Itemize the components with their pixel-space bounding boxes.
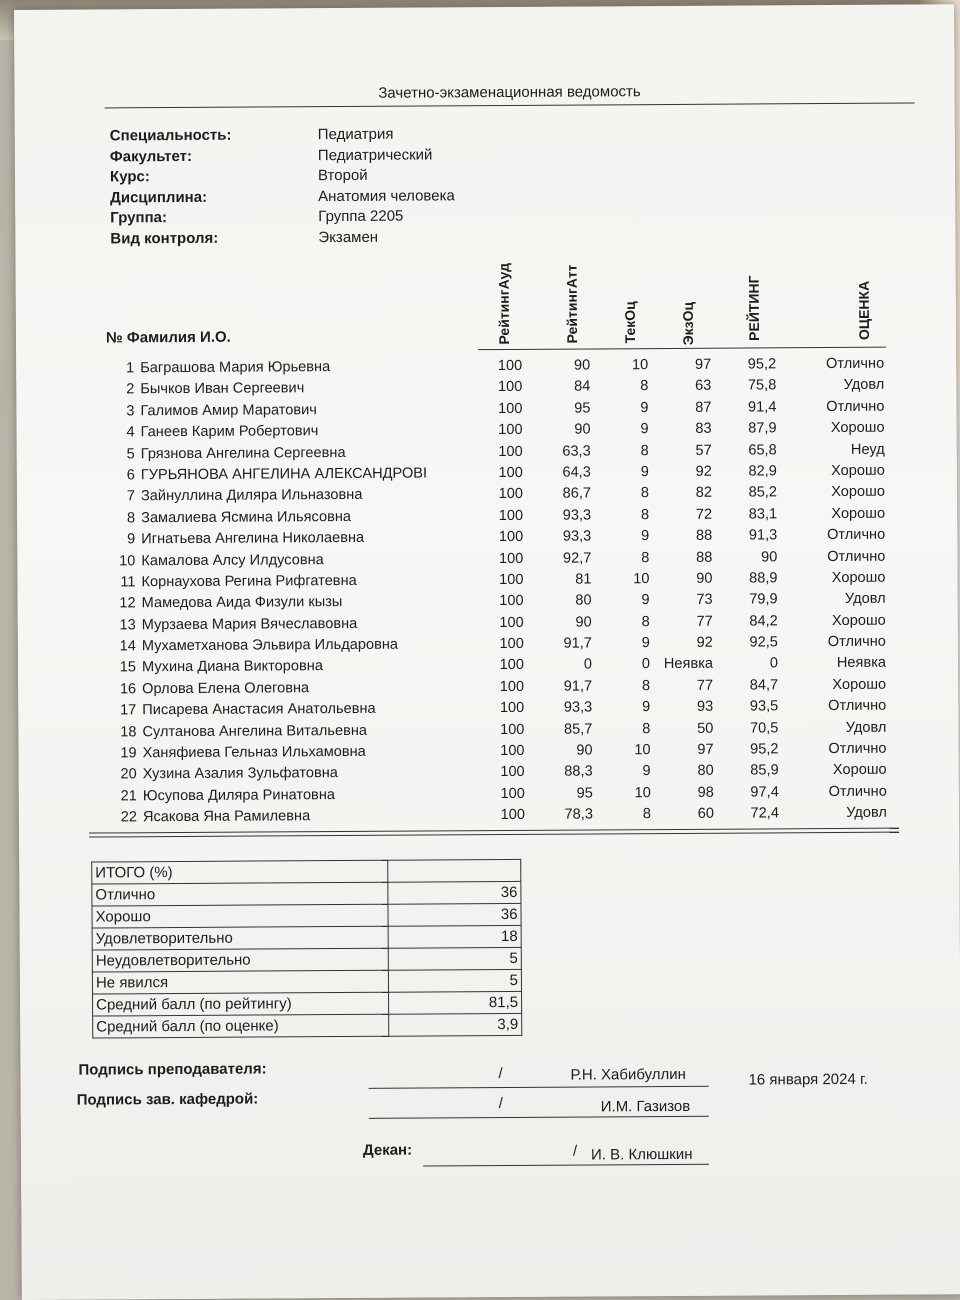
meta-label: Дисциплина: [110,188,208,207]
rating-value: 95,2 [750,741,779,758]
row-number: 1 [126,360,135,377]
rating-att-value: 90 [576,742,593,759]
row-number: 7 [126,488,136,505]
head-slash: / [498,1095,503,1113]
summary-row [92,881,521,906]
grade-value: Удовл [846,804,887,822]
rating-aud-value: 100 [498,550,524,567]
rating-att-value: 81 [575,571,592,588]
summary-value: 18 [388,925,521,948]
exam-score-value: 90 [696,570,713,587]
grades-table [106,354,899,829]
rating-value: 91,4 [747,399,777,416]
row-number: 22 [120,809,137,826]
teacher-signature-label: Подпись преподавателя: [78,1060,267,1079]
rating-aud-value: 100 [498,486,524,503]
grade-value: Хорошо [831,612,886,629]
rating-att-value: 85,7 [563,721,593,738]
rating-value: 70,5 [749,719,779,737]
summary-title-empty [388,859,521,882]
rating-aud-value: 100 [498,422,523,439]
meta-value: Педиатрический [317,146,433,164]
exam-score-value: 50 [697,720,714,737]
grade-value: Удовл [845,719,887,736]
rating-aud-value: 100 [498,529,524,546]
tek-score-value: 9 [641,592,650,609]
rating-att-value: 64,3 [562,464,591,481]
grade-value: Отлично [825,355,885,373]
rating-att-value: 80 [575,592,592,609]
meta-row [110,228,578,251]
meta-value: Педиатрия [317,125,394,144]
table-end-rule [89,828,899,838]
row-number: 11 [120,574,136,591]
student-name: Мухина Диана Викторовна [141,658,323,676]
rating-value: 84,2 [749,613,778,630]
row-number: 18 [120,723,137,741]
meta-label: Специальность: [109,126,232,145]
row-number: 14 [119,638,136,655]
column-header-rating-att: РейтингАтт [563,264,581,344]
grade-value: Отлично [828,697,887,715]
tek-score-value: 9 [641,528,650,545]
rating-att-value: 95 [576,785,593,802]
exam-score-value: 77 [696,613,713,630]
rating-aud-value: 100 [498,507,524,524]
student-name: Хузина Азалия Зульфатовна [142,765,338,783]
rating-value: 82,9 [748,463,777,480]
head-name: И.М. Газизов [600,1097,691,1116]
summary-table [91,859,522,1039]
tek-score-value: 9 [642,699,651,716]
student-name: Султанова Ангелина Витальевна [142,722,368,740]
rating-value: 65,8 [748,441,777,459]
exam-score-value: Неявка [663,656,714,673]
row-number: 10 [119,552,136,569]
meta-label: Вид контроля: [110,229,219,248]
exam-score-value: 73 [696,592,713,609]
meta-row [110,145,578,168]
exam-score-value: 88 [695,527,713,544]
row-number: 16 [119,681,137,698]
rating-att-value: 90 [573,357,591,374]
column-header-name: № Фамилия И.О. [105,328,231,347]
rating-att-value: 91,7 [563,635,592,652]
student-name: Орлова Елена Олеговна [142,680,310,698]
rating-value: 84,7 [749,677,779,694]
student-name: Ханяфиева Гельназ Ильхамовна [142,743,366,762]
summary-row [92,947,521,972]
row-number: 12 [119,595,136,612]
rating-att-value: 86,7 [562,485,592,503]
rating-aud-value: 100 [500,807,525,824]
grade-value: Отлично [828,740,887,758]
summary-value: 5 [389,947,522,970]
tek-score-value: 8 [640,485,650,502]
rating-att-value: 93,3 [562,507,592,524]
summary-value: 81,5 [389,991,522,1014]
column-header-grade: ОЦЕНКА [855,280,873,341]
meta-row [110,166,578,189]
document-title: Зачетно-экзаменационная ведомость [104,82,914,109]
grade-value: Хорошо [831,484,886,501]
summary-label: Средний балл (по оценке) [93,1014,390,1038]
row-number: 2 [126,381,135,398]
meta-value: Группа 2205 [318,208,404,226]
row-number: 5 [126,445,135,462]
dean-name: И. В. Клюшкин [590,1145,693,1164]
teacher-name: Р.Н. Хабибуллин [570,1065,687,1084]
grade-value: Удовл [844,590,886,608]
tek-score-value: 10 [634,742,651,759]
row-number: 20 [120,766,137,783]
summary-value: 3,9 [389,1013,522,1036]
rating-att-value: 84 [574,378,591,395]
tek-score-value: 8 [641,613,650,630]
dean-signature-label: Декан: [362,1141,413,1159]
student-name: Замалиева Ясмина Ильясовна [141,508,352,526]
grade-value: Неявка [836,655,887,672]
grade-value: Хорошо [831,569,886,586]
tek-score-value: 10 [634,784,651,802]
tek-score-value: 0 [641,656,651,673]
rating-value: 85,2 [748,484,778,501]
grade-value: Неуд [850,441,885,458]
rating-aud-value: 100 [499,614,524,631]
grade-value: Удовл [843,377,885,394]
exam-score-value: 92 [695,463,712,480]
row-number: 21 [120,788,137,805]
tek-score-value: 8 [640,506,650,523]
rating-aud-value: 100 [497,357,523,375]
meta-label: Курс: [109,168,150,186]
grade-value: Хорошо [832,762,887,779]
student-name: Мухаметханова Эльвира Ильдаровна [141,636,399,655]
grade-value: Хорошо [830,419,885,437]
column-header-rating: РЕЙТИНГ [745,275,763,341]
tek-score-value: 10 [631,357,649,374]
exam-score-value: 60 [697,805,714,823]
rating-aud-value: 100 [499,593,524,610]
rating-value: 75,8 [747,377,777,394]
rating-value: 90 [761,548,778,565]
exam-score-value: 93 [696,698,714,716]
row-number: 13 [119,616,136,634]
summary-header-row [92,859,521,884]
rating-aud-value: 100 [499,700,525,717]
rating-aud-value: 100 [498,443,523,460]
student-name: Камалова Алсу Илдусовна [141,551,324,569]
tek-score-value: 9 [640,399,649,416]
grade-value: Отлично [827,633,886,651]
rating-aud-value: 100 [500,742,525,760]
tek-score-value: 8 [642,806,651,823]
rating-att-value: 92,7 [562,549,592,567]
tek-score-value: 8 [641,549,650,566]
rating-att-value: 93,3 [563,699,593,716]
row-number: 9 [127,531,136,548]
rating-att-value: 78,3 [564,806,593,823]
tek-score-value: 9 [641,635,650,652]
exam-score-value: 97 [694,356,712,373]
dean-slash: / [572,1142,578,1160]
summary-label: Неудовлетворительно [92,948,389,972]
exam-score-value: 77 [696,677,714,694]
summary-row [93,1013,522,1038]
rating-value: 88,9 [749,570,778,587]
summary-row [92,969,521,994]
student-name: Игнатьева Ангелина Николаевна [141,529,365,548]
row-number: 3 [126,403,135,420]
exam-score-value: 92 [696,634,713,651]
column-header-ekz: ЭкзОц [679,301,697,346]
student-name: Бычков Иван Сергеевич [140,380,305,398]
student-name: Грязнова Ангелина Сергеевна [140,444,346,462]
rating-aud-value: 100 [499,571,524,588]
head-signature-label: Подпись зав. кафедрой: [76,1090,259,1109]
rating-value: 83,1 [748,506,778,523]
summary-label: Хорошо [92,904,389,928]
column-header-tek: ТекОц [621,301,639,344]
meta-row [110,125,578,148]
summary-value: 5 [389,969,522,992]
student-name: Ясакова Яна Рамилевна [142,808,311,826]
rating-value: 79,9 [749,591,778,608]
meta-block [110,125,579,251]
row-number: 17 [119,702,137,719]
grade-value: Отлично [827,548,886,565]
rating-aud-value: 100 [499,678,525,695]
rating-aud-value: 100 [499,635,524,653]
tek-score-value: 8 [641,677,651,695]
rating-aud-value: 100 [498,464,523,482]
student-name: Галимов Амир Маратович [140,401,317,420]
summary-label: Средний балл (по рейтингу) [93,992,390,1016]
grade-value: Отлично [828,783,887,800]
student-name: Корнаухова Регина Рифгатевна [141,572,357,591]
rating-value: 95,2 [747,356,777,373]
tek-score-value: 10 [633,571,650,588]
summary-title: ИТОГО (%) [92,860,389,884]
rating-value: 92,5 [749,634,778,651]
rating-value: 85,9 [750,762,779,779]
exam-score-value: 88 [696,549,713,566]
rating-att-value: 93,3 [562,528,592,545]
rating-aud-value: 100 [499,721,525,738]
table-row [109,803,899,829]
grade-value: Хорошо [831,505,886,522]
student-name: Мурзаева Мария Вячеславовна [141,615,358,633]
tek-score-value: 8 [640,442,649,459]
exam-score-value: 63 [695,378,712,395]
exam-score-value: 83 [695,420,712,438]
tek-score-value: 8 [640,378,649,395]
summary-label: Отлично [92,882,389,906]
tek-score-value: 9 [640,421,649,438]
rating-aud-value: 100 [497,379,523,396]
rating-value: 91,3 [748,527,778,544]
rating-value: 87,9 [748,420,777,437]
row-number: 19 [120,745,137,762]
meta-value: Экзамен [318,228,379,247]
rating-att-value: 88,3 [564,763,593,781]
rating-aud-value: 100 [498,400,523,417]
summary-value: 36 [388,881,521,904]
exam-score-value: 82 [695,485,713,502]
rating-att-value: 90 [574,421,591,438]
student-name: ГУРЬЯНОВА АНГЕЛИНА АЛЕКСАНДРОВІ [140,465,428,484]
student-name: Мамедова Аида Физули кызы [141,594,343,612]
paper-sheet [14,4,960,1300]
summary-label: Не явился [92,970,389,994]
rating-value: 0 [769,655,779,672]
rating-att-value: 91,7 [563,678,593,695]
exam-score-value: 80 [697,763,714,780]
summary-value: 36 [388,903,521,926]
rating-aud-value: 100 [500,785,525,802]
student-name: Баграшова Мария Юрьевна [140,359,331,377]
rating-value: 97,4 [750,784,779,801]
meta-label: Факультет: [109,147,193,166]
rating-att-value: 90 [575,614,592,631]
meta-value: Второй [317,167,368,185]
rating-att-value: 0 [583,656,593,673]
header-rule [478,347,886,350]
grade-value: Хорошо [831,462,885,479]
rating-value: 72,4 [750,805,779,822]
meta-row [110,207,578,230]
teacher-slash: / [498,1065,503,1083]
signature-date: 16 января 2024 г. [748,1070,868,1089]
grade-value: Хорошо [832,676,887,693]
summary-label: Удовлетворительно [92,926,389,950]
summary-row [92,925,521,950]
row-number: 4 [126,424,135,441]
exam-score-value: 98 [697,784,714,801]
row-number: 8 [126,510,136,527]
exam-score-value: 97 [697,741,714,758]
exam-score-value: 87 [695,399,712,416]
rating-att-value: 63,3 [562,443,591,460]
student-name: Писарева Анастасия Анатольевна [142,701,376,719]
student-name: Зайнуллина Диляра Ильназовна [140,487,363,505]
tek-score-value: 9 [642,763,651,780]
grade-value: Отлично [827,526,886,544]
student-name: Ганеев Карим Робертович [140,423,319,441]
meta-row [110,186,578,209]
meta-label: Группа: [110,209,168,227]
rating-value: 93,5 [749,698,779,715]
summary-row [92,903,521,928]
meta-value: Анатомия человека [318,187,455,205]
row-number: 15 [119,659,137,676]
exam-score-value: 57 [695,442,712,459]
column-header-rating-aud: РейтингАуд [495,262,513,345]
student-name: Юсупова Диляра Ринатовна [142,786,336,805]
rating-aud-value: 100 [500,764,525,781]
summary-row [93,991,522,1016]
exam-score-value: 72 [695,506,713,523]
rating-att-value: 95 [574,400,591,417]
row-number: 6 [126,467,135,484]
rating-aud-value: 100 [499,657,525,674]
tek-score-value: 9 [640,464,649,481]
tek-score-value: 8 [642,720,651,737]
grade-value: Отлично [826,398,885,415]
